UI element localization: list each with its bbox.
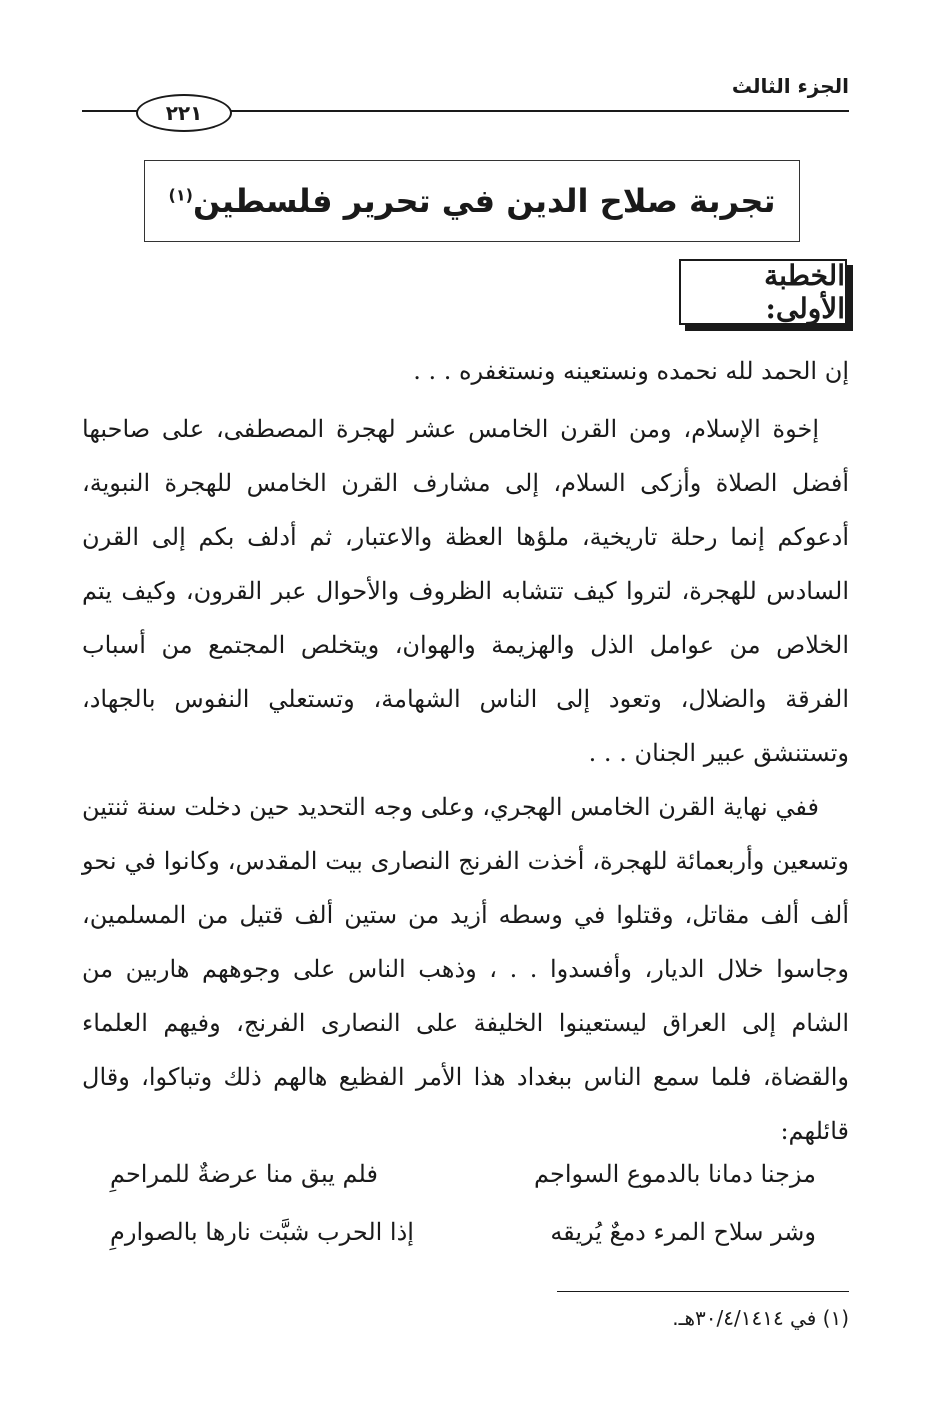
paragraph-2: ففي نهاية القرن الخامس الهجري، وعلى وجه التحديد حين دخلت سنة ثنتين وتسعين وأربعمائة للهجرة، أخذت الفرنج النصارى بيت المقدس، وكانوا في نحو ألف ألف مقاتل، وقتلوا في وسطه أزيد من ستين ألف قتيل من المسلمين، وجاسوا خلال الديار، وأفسدوا . . ، وذهب الناس على وجوههم هاربين من الشام إلى العراق ليستعينوا الخليفة على النصارى الفرنج، وفيهم العلماء والقضاة، فلما سمع الناس ببغداد هذا الأمر الفظيع هالهم ذلك وتباكوا، وقال قائلهم: bbox=[82, 793, 849, 1145]
running-header: الجزء الثالث bbox=[731, 74, 849, 98]
verse-line-2 bbox=[110, 1218, 816, 1246]
footnote: (١) في ٣٠/٤/١٤١٤هـ. bbox=[672, 1306, 849, 1330]
verse-2-first-hemistich: وشر سلاح المرء دمعٌ يُريقه bbox=[550, 1218, 816, 1246]
footnote-marker: (١) bbox=[168, 185, 193, 205]
verse-line-1 bbox=[110, 1160, 816, 1188]
verse-2-second-hemistich: إذا الحرب شبَّت نارها بالصوارمِ bbox=[110, 1218, 414, 1246]
page-number: ٢٢١ bbox=[136, 94, 232, 132]
section-heading: الخطبة الأولى: bbox=[679, 259, 847, 325]
footnote-rule bbox=[557, 1291, 849, 1292]
chapter-title-box bbox=[144, 160, 800, 242]
chapter-title-text: تجربة صلاح الدين في تحرير فلسطين bbox=[192, 182, 776, 220]
opening-line: إن الحمد لله نحمده ونستعينه ونستغفره . . . bbox=[413, 357, 849, 385]
verse-1-first-hemistich: مزجنا دمانا بالدموع السواجم bbox=[534, 1160, 816, 1188]
verse-1-second-hemistich: فلم يبق منا عرضةٌ للمراحمِ bbox=[110, 1160, 378, 1188]
chapter-title bbox=[169, 182, 776, 220]
paragraph-1: إخوة الإسلام، ومن القرن الخامس عشر لهجرة المصطفى، على صاحبها أفضل الصلاة وأزكى السلام، إلى مشارف القرن الخامس للهجرة النبوية، أدعوكم إنما رحلة تاريخية، ملؤها العظة والاعتبار، ثم أدلف بكم إلى القرن السادس للهجرة، لتروا كيف تتشابه الظروف والأحوال عبر القرون، وكيف يتم الخلاص من عوامل الذل والهزيمة والهوان، ويتخلص المجتمع من أسباب الفرقة والضلال، وتعود إلى الناس الشهامة، وتستعلي النفوس بالجهاد، وتستنشق عبير الجنان . . . bbox=[82, 415, 849, 767]
